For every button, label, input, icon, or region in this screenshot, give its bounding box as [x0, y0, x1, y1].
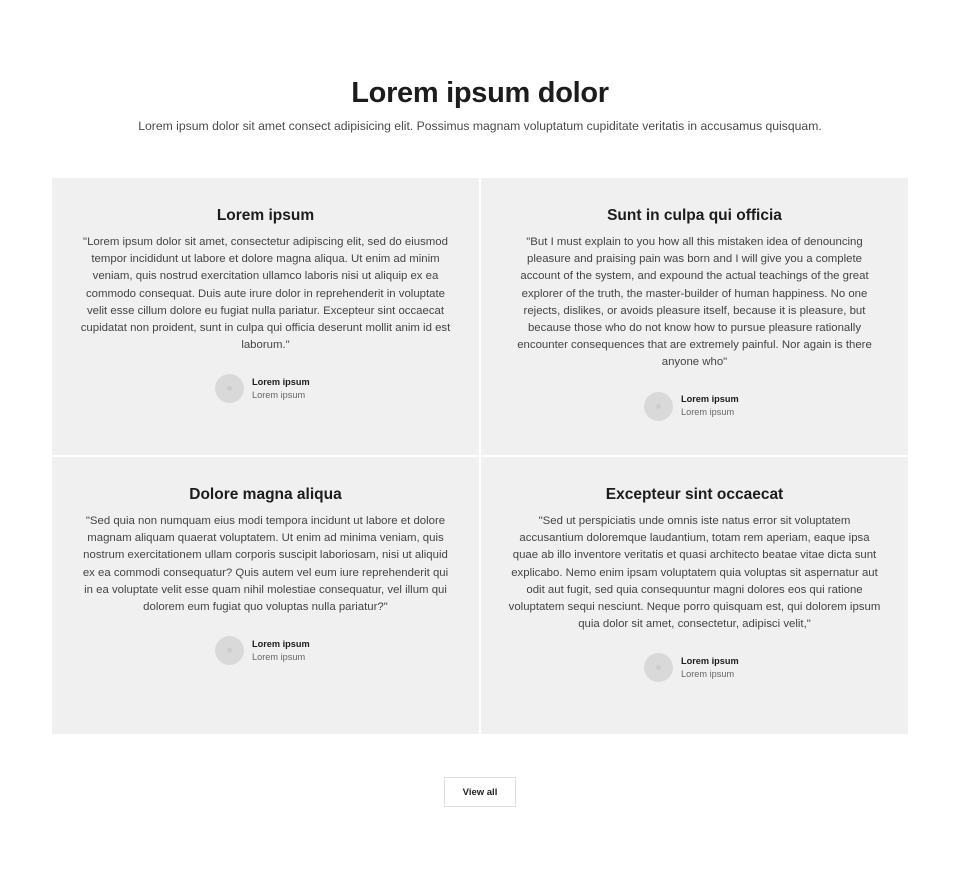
avatar-center-dot — [227, 648, 232, 653]
author-name: Lorem ipsum — [252, 638, 310, 649]
testimonial-title: Sunt in culpa qui officia — [607, 207, 782, 224]
testimonial-quote: "Sed ut perspiciatis unde omnis iste natus error sit voluptatem accusantium doloremque laudantium, totam rem aperiam, eaque ipsa quae ab illo inventore veritatis et quasi architecto beatae vitae dicta sunt explicabo. Nemo enim ipsam voluptatem quia voluptas sit aspernatur aut odit aut fugit, sed quia consequuntur magni dolores eos qui ratione voluptatem sequi nesciunt. Neque porro quisquam est, qui dolorem ipsum quia dolor sit amet, consectetur, adipisci velit," — [508, 515, 881, 631]
author-info — [252, 376, 316, 402]
author-role: Lorem ipsum — [681, 668, 735, 679]
testimonial-card — [52, 178, 479, 455]
avatar-placeholder-icon — [644, 653, 673, 682]
author-info — [252, 638, 316, 664]
testimonial-title: Lorem ipsum — [216, 207, 315, 224]
testimonial-card — [481, 457, 908, 734]
testimonial-author — [52, 636, 479, 665]
view-all-button[interactable]: View all — [444, 777, 516, 807]
section-subtitle: Lorem ipsum dolor sit amet consect adipisicing elit. Possimus magnam voluptatum cupiditate veritatis in accusamus quisquam. — [138, 119, 822, 133]
testimonial-quote: "Lorem ipsum dolor sit amet, consectetur adipiscing elit, sed do eiusmod tempor incididunt ut labore et dolore magna aliqua. Ut enim ad minim veniam, quis nostrud exercitation ullamco laboris nisi ut aliquip ex ea commodo consequat. Duis aute irure dolor in reprehenderit in voluptate velit esse cillum dolore eu fugiat nulla pariatur. Excepteur sint occaecat cupidatat non proident, sunt in culpa qui officia deserunt mollit anim id est laborum." — [80, 236, 451, 352]
avatar-center-dot — [656, 404, 661, 409]
testimonial-card — [52, 457, 479, 734]
avatar-placeholder-icon — [644, 392, 673, 421]
avatar-center-dot — [656, 665, 661, 670]
testimonial-quote: "But I must explain to you how all this mistaken idea of denouncing pleasure and praising pain was born and I will give you a complete account of the system, and expound the actual teachings of the great explorer of the truth, the master-builder of human happiness. No one rejects, dislikes, or avoids pleasure itself, because it is pleasure, but because those who do not know how to pursue pleasure rationally encounter consequences that are extremely painful. Nor again is there anyone who" — [517, 236, 872, 369]
author-role: Lorem ipsum — [252, 651, 306, 662]
testimonial-title: Excepteur sint occaecat — [605, 486, 784, 503]
testimonial-author — [481, 653, 908, 682]
testimonial-card — [481, 178, 908, 455]
author-name: Lorem ipsum — [681, 655, 739, 666]
testimonial-quote: "Sed quia non numquam eius modi tempora incidunt ut labore et dolore magnam aliquam quaerat voluptatem. Ut enim ad minima veniam, quis nostrum exercitationem ullam corporis suscipit laboriosam, nisi ut aliquid ex ea commodi consequatur? Quis autem vel eum iure reprehenderit qui in ea voluptate velit esse quam nihil molestiae consequatur, vel illum qui dolorem eum fugiat quo voluptas nulla pariatur?" — [82, 515, 449, 614]
testimonials-grid — [52, 178, 908, 734]
author-info — [681, 393, 745, 419]
author-name: Lorem ipsum — [681, 394, 739, 405]
author-role: Lorem ipsum — [252, 389, 306, 400]
avatar-placeholder-icon — [215, 374, 244, 403]
avatar-placeholder-icon — [215, 636, 244, 665]
section-title: Lorem ipsum dolor — [351, 77, 609, 109]
testimonial-author — [481, 392, 908, 421]
author-name: Lorem ipsum — [252, 376, 310, 387]
author-role: Lorem ipsum — [681, 407, 735, 418]
avatar-center-dot — [227, 386, 232, 391]
author-info — [681, 655, 745, 681]
testimonial-author — [52, 374, 479, 403]
testimonial-title: Dolore magna aliqua — [189, 486, 342, 503]
